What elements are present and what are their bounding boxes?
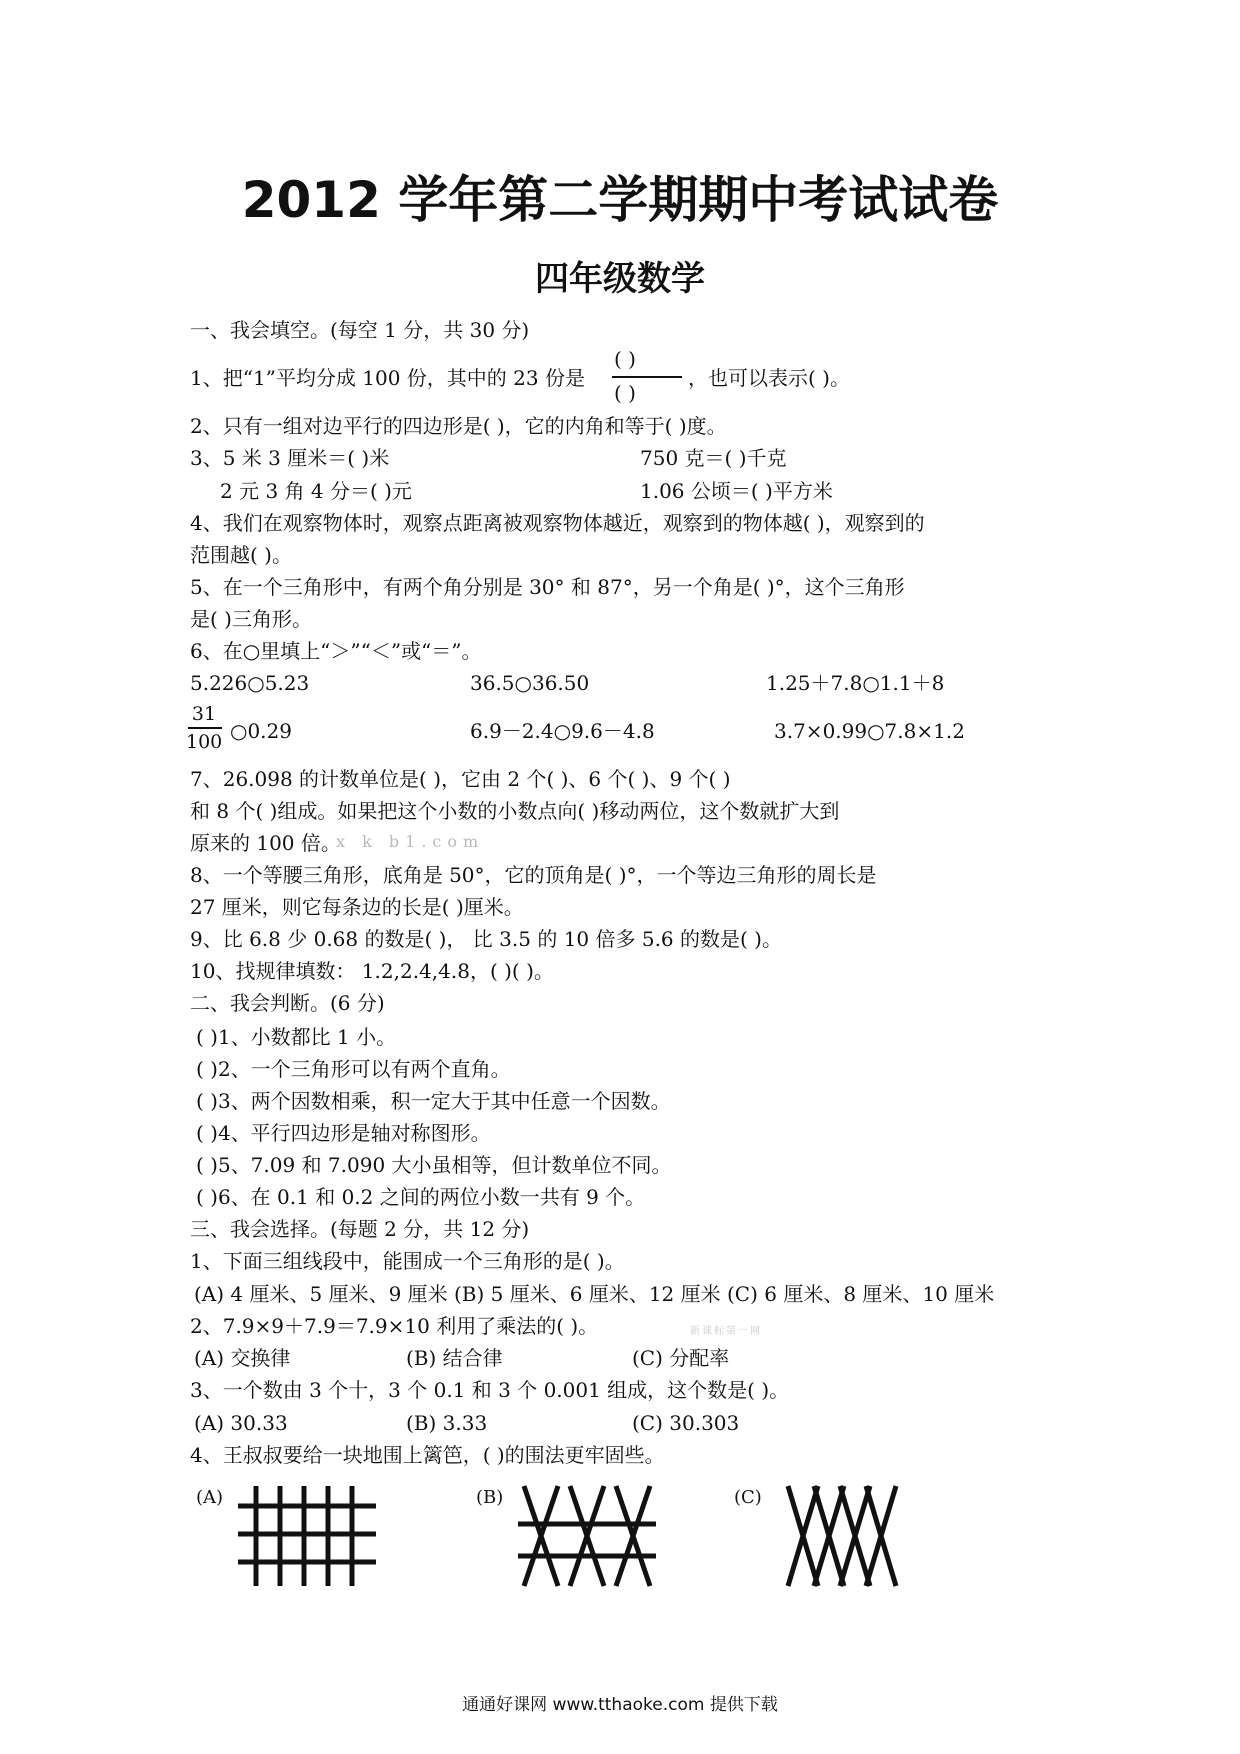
question-4-line1: 4、我们在观察物体时，观察点距离被观察物体越近，观察到的物体越( )，观察到的 <box>190 511 925 535</box>
question-9: 9、比 6.8 少 0.68 的数是( )， 比 3.5 的 10 倍多 5.6 的数是( )。 <box>190 927 782 951</box>
fence-c-label: (C) <box>734 1487 762 1508</box>
q1-fraction-bar <box>612 376 682 378</box>
q6-compare-4: ○0.29 <box>230 719 292 743</box>
q6-compare-1: 5.226○5.23 <box>190 671 310 695</box>
exam-subtitle: 四年级数学 <box>535 259 705 299</box>
choice-question-3: 3、一个数由 3 个十，3 个 0.1 和 3 个 0.001 组成，这个数是( )。 <box>190 1378 790 1402</box>
choice-2-option-a: (A) 交换律 <box>194 1346 291 1370</box>
question-6: 6、在○里填上“＞”“＜”或“＝”。 <box>190 639 482 663</box>
question-8-line1: 8、一个等腰三角形，底角是 50°，它的顶角是( )°，一个等边三角形的周长是 <box>190 863 877 887</box>
question-2: 2、只有一组对边平行的四边形是( )，它的内角和等于( )度。 <box>190 414 727 438</box>
section3-heading: 三、我会选择。(每题 2 分，共 12 分) <box>190 1217 530 1241</box>
q1-suffix: ，也可以表示( )。 <box>688 366 850 390</box>
q6-compare-5: 6.9－2.4○9.6－4.8 <box>470 719 655 743</box>
question-4-line2: 范围越( )。 <box>190 543 292 567</box>
page-footer: 通通好课网 www.tthaoke.com 提供下载 <box>462 1695 778 1715</box>
question-3b: 750 克＝( )千克 <box>640 446 787 470</box>
q6-fraction-bar <box>188 727 222 729</box>
question-3c: 2 元 3 角 4 分＝( )元 <box>220 479 412 503</box>
section2-heading: 二、我会判断。(6 分) <box>190 991 385 1015</box>
judge-item-2: ( )2、一个三角形可以有两个直角。 <box>196 1057 511 1081</box>
question-3d: 1.06 公顷＝( )平方米 <box>640 479 833 503</box>
q1-prefix: 1、把“1”平均分成 100 份，其中的 23 份是 <box>190 366 585 390</box>
question-7-line2: 和 8 个( )组成。如果把这个小数的小数点向( )移动两位，这个数就扩大到 <box>190 799 840 823</box>
question-8-line2: 27 厘米，则它每条边的长是( )厘米。 <box>190 895 524 919</box>
fence-a-label: (A) <box>196 1487 224 1508</box>
question-7-line3: 原来的 100 倍。 <box>190 831 341 855</box>
q6-fraction-numerator: 31 <box>191 703 217 725</box>
judge-item-4: ( )4、平行四边形是轴对称图形。 <box>196 1121 491 1145</box>
choice-question-4: 4、王叔叔要给一块地围上篱笆，( )的围法更牢固些。 <box>190 1443 665 1467</box>
q6-compare-6: 3.7×0.99○7.8×1.2 <box>774 719 965 743</box>
judge-item-5: ( )5、7.09 和 7.090 大小虽相等，但计数单位不同。 <box>196 1153 672 1177</box>
choice-2-option-c: (C) 分配率 <box>632 1346 730 1370</box>
choice-3-option-b: (B) 3.33 <box>406 1411 488 1435</box>
watermark-xkb1: x k b1.com <box>336 832 485 851</box>
fence-b-label: (B) <box>476 1487 504 1508</box>
question-10: 10、找规律填数： 1.2,2.4,4.8，( )( )。 <box>190 959 554 983</box>
judge-item-3: ( )3、两个因数相乘，积一定大于其中任意一个因数。 <box>196 1089 671 1113</box>
q1-fraction-denominator: ( ) <box>614 381 636 405</box>
judge-item-1: ( )1、小数都比 1 小。 <box>196 1025 397 1049</box>
judge-item-6: ( )6、在 0.1 和 0.2 之间的两位小数一共有 9 个。 <box>196 1185 646 1209</box>
watermark-xinkebiao: 新课标第一网 <box>690 1326 762 1337</box>
choice-question-1: 1、下面三组线段中，能围成一个三角形的是( )。 <box>190 1249 625 1273</box>
question-5-line2: 是( )三角形。 <box>190 607 312 631</box>
q6-compare-3: 1.25＋7.8○1.1＋8 <box>766 671 945 695</box>
question-7-line1: 7、26.098 的计数单位是( )，它由 2 个( )、6 个( )、9 个( ) <box>190 767 731 791</box>
choice-3-option-a: (A) 30.33 <box>194 1411 288 1435</box>
exam-title: 2012 学年第二学期期中考试试卷 <box>241 171 999 229</box>
choice-3-option-c: (C) 30.303 <box>632 1411 740 1435</box>
fence-a-figure <box>238 1486 378 1586</box>
q6-compare-2: 36.5○36.50 <box>470 671 590 695</box>
section1-heading: 一、我会填空。(每空 1 分，共 30 分) <box>190 318 530 342</box>
choice-question-2: 2、7.9×9＋7.9＝7.9×10 利用了乘法的( )。 <box>190 1314 599 1338</box>
question-3a: 3、5 米 3 厘米＝( )米 <box>190 446 390 470</box>
choice-2-option-b: (B) 结合律 <box>406 1346 503 1370</box>
q1-fraction-numerator: ( ) <box>614 347 636 371</box>
fence-c-figure <box>784 1486 904 1586</box>
choice-1-options: (A) 4 厘米、5 厘米、9 厘米 (B) 5 厘米、6 厘米、12 厘米 (C) 6 厘米、8 厘米、10 厘米 <box>194 1282 995 1306</box>
q6-fraction-denominator: 100 <box>186 731 223 753</box>
question-5-line1: 5、在一个三角形中，有两个角分别是 30° 和 87°，另一个角是( )°，这个三角形 <box>190 575 905 599</box>
fence-b-figure <box>518 1486 658 1586</box>
